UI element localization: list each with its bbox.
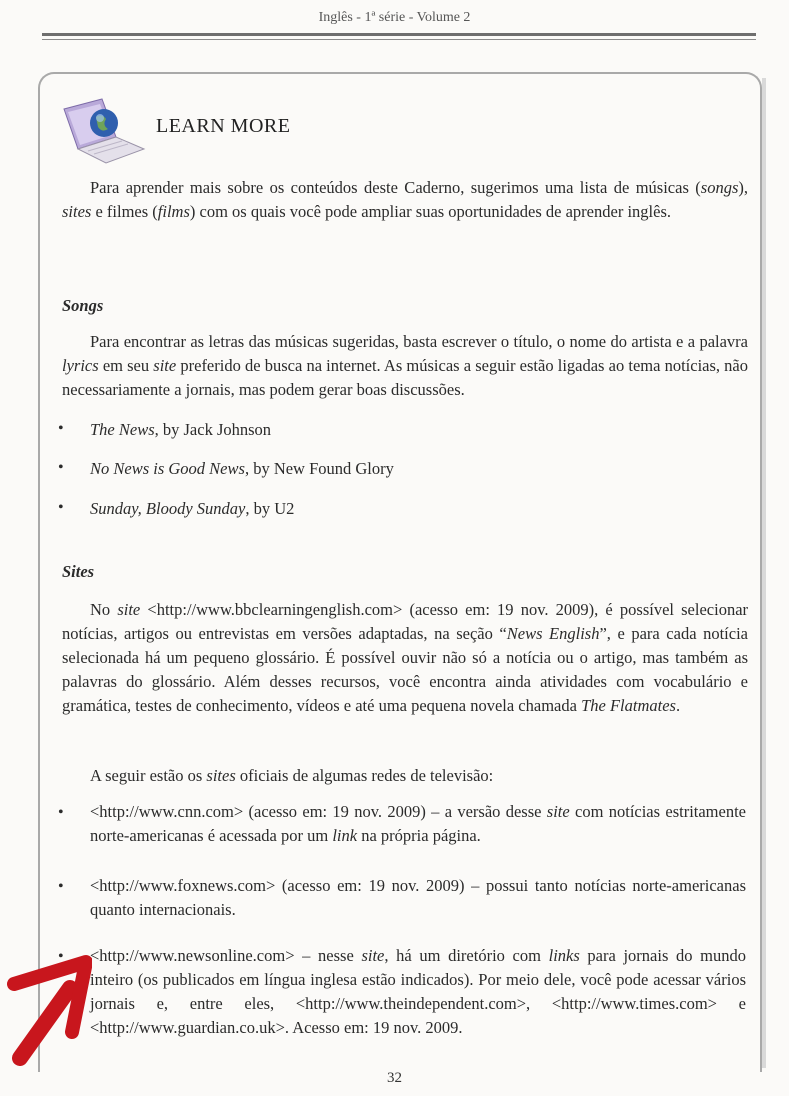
song-item: No News is Good News, by New Found Glory [90, 459, 394, 478]
intro-paragraph: Para aprender mais sobre os conteúdos deste Caderno, sugerimos uma lista de músicas (songs), sites e filmes (films) com os quais você pode ampliar suas oportunidades de aprender inglês. [62, 178, 748, 221]
box-title: LEARN MORE [156, 115, 291, 137]
site-item-cnn: <http://www.cnn.com> (acesso em: 19 nov. 2009) – a versão desse site com notícias estritamente norte-americanas é acessada por um link na própria página. [90, 802, 746, 845]
bullet: • [58, 948, 64, 965]
laptop-globe-icon [58, 95, 148, 165]
bullet: • [58, 420, 64, 437]
tv-sites-intro: A seguir estão os sites oficiais de algumas redes de televisão: [90, 766, 494, 785]
bullet: • [58, 459, 64, 476]
bullet: • [58, 878, 64, 895]
sites-paragraph: No site <http://www.bbclearningenglish.com> (acesso em: 19 nov. 2009), é possível selecionar notícias, artigos ou entrevistas em versões adaptadas, na seção “News English”, e para cada notícia selecionada há um pequeno glossário. É possível ouvir não só a notícia ou o artigo, mas também as palavras do glossário. Além desses recursos, você encontra ainda atividades com vocabulário e gramática, testes de conhecimento, vídeos e até uma pequena novela chamada The Flatmates. [62, 600, 749, 715]
site-item-newsonline: <http://www.newsonline.com> – nesse site, há um diretório com links para jornais do mundo inteiro (os publicados em língua inglesa estão indicados). Por meio dele, você pode acessar vários jornais e, entre eles, <http://www.theindependent.com>, <http://www.times.com> e <http://www.guardian.co.uk>. Acesso em: 19 nov. 2009. [90, 946, 746, 1037]
page-number: 32 [387, 1070, 402, 1086]
bullet: • [58, 804, 64, 821]
sites-heading: Sites [62, 562, 95, 581]
running-head: Inglês - 1ª série - Volume 2 [318, 10, 471, 25]
header-rule-thin [42, 39, 756, 40]
song-item: The News, by Jack Johnson [90, 420, 272, 439]
site-item-foxnews: <http://www.foxnews.com> (acesso em: 19 nov. 2009) – possui tanto notícias norte-americanas quanto internacionais. [90, 876, 746, 919]
box-shadow [762, 78, 766, 1068]
songs-paragraph: Para encontrar as letras das músicas sugeridas, basta escrever o título, o nome do artista e a palavra lyrics em seu site preferido de busca na internet. As músicas a seguir estão ligadas ao tema notícias, não necessariamente a jornais, mas podem gerar boas discussões. [62, 332, 749, 399]
red-arrow-annotation [6, 948, 92, 1066]
bullet: • [58, 499, 64, 516]
header-rule [42, 33, 756, 36]
song-item: Sunday, Bloody Sunday, by U2 [90, 499, 295, 518]
songs-heading: Songs [62, 296, 104, 315]
